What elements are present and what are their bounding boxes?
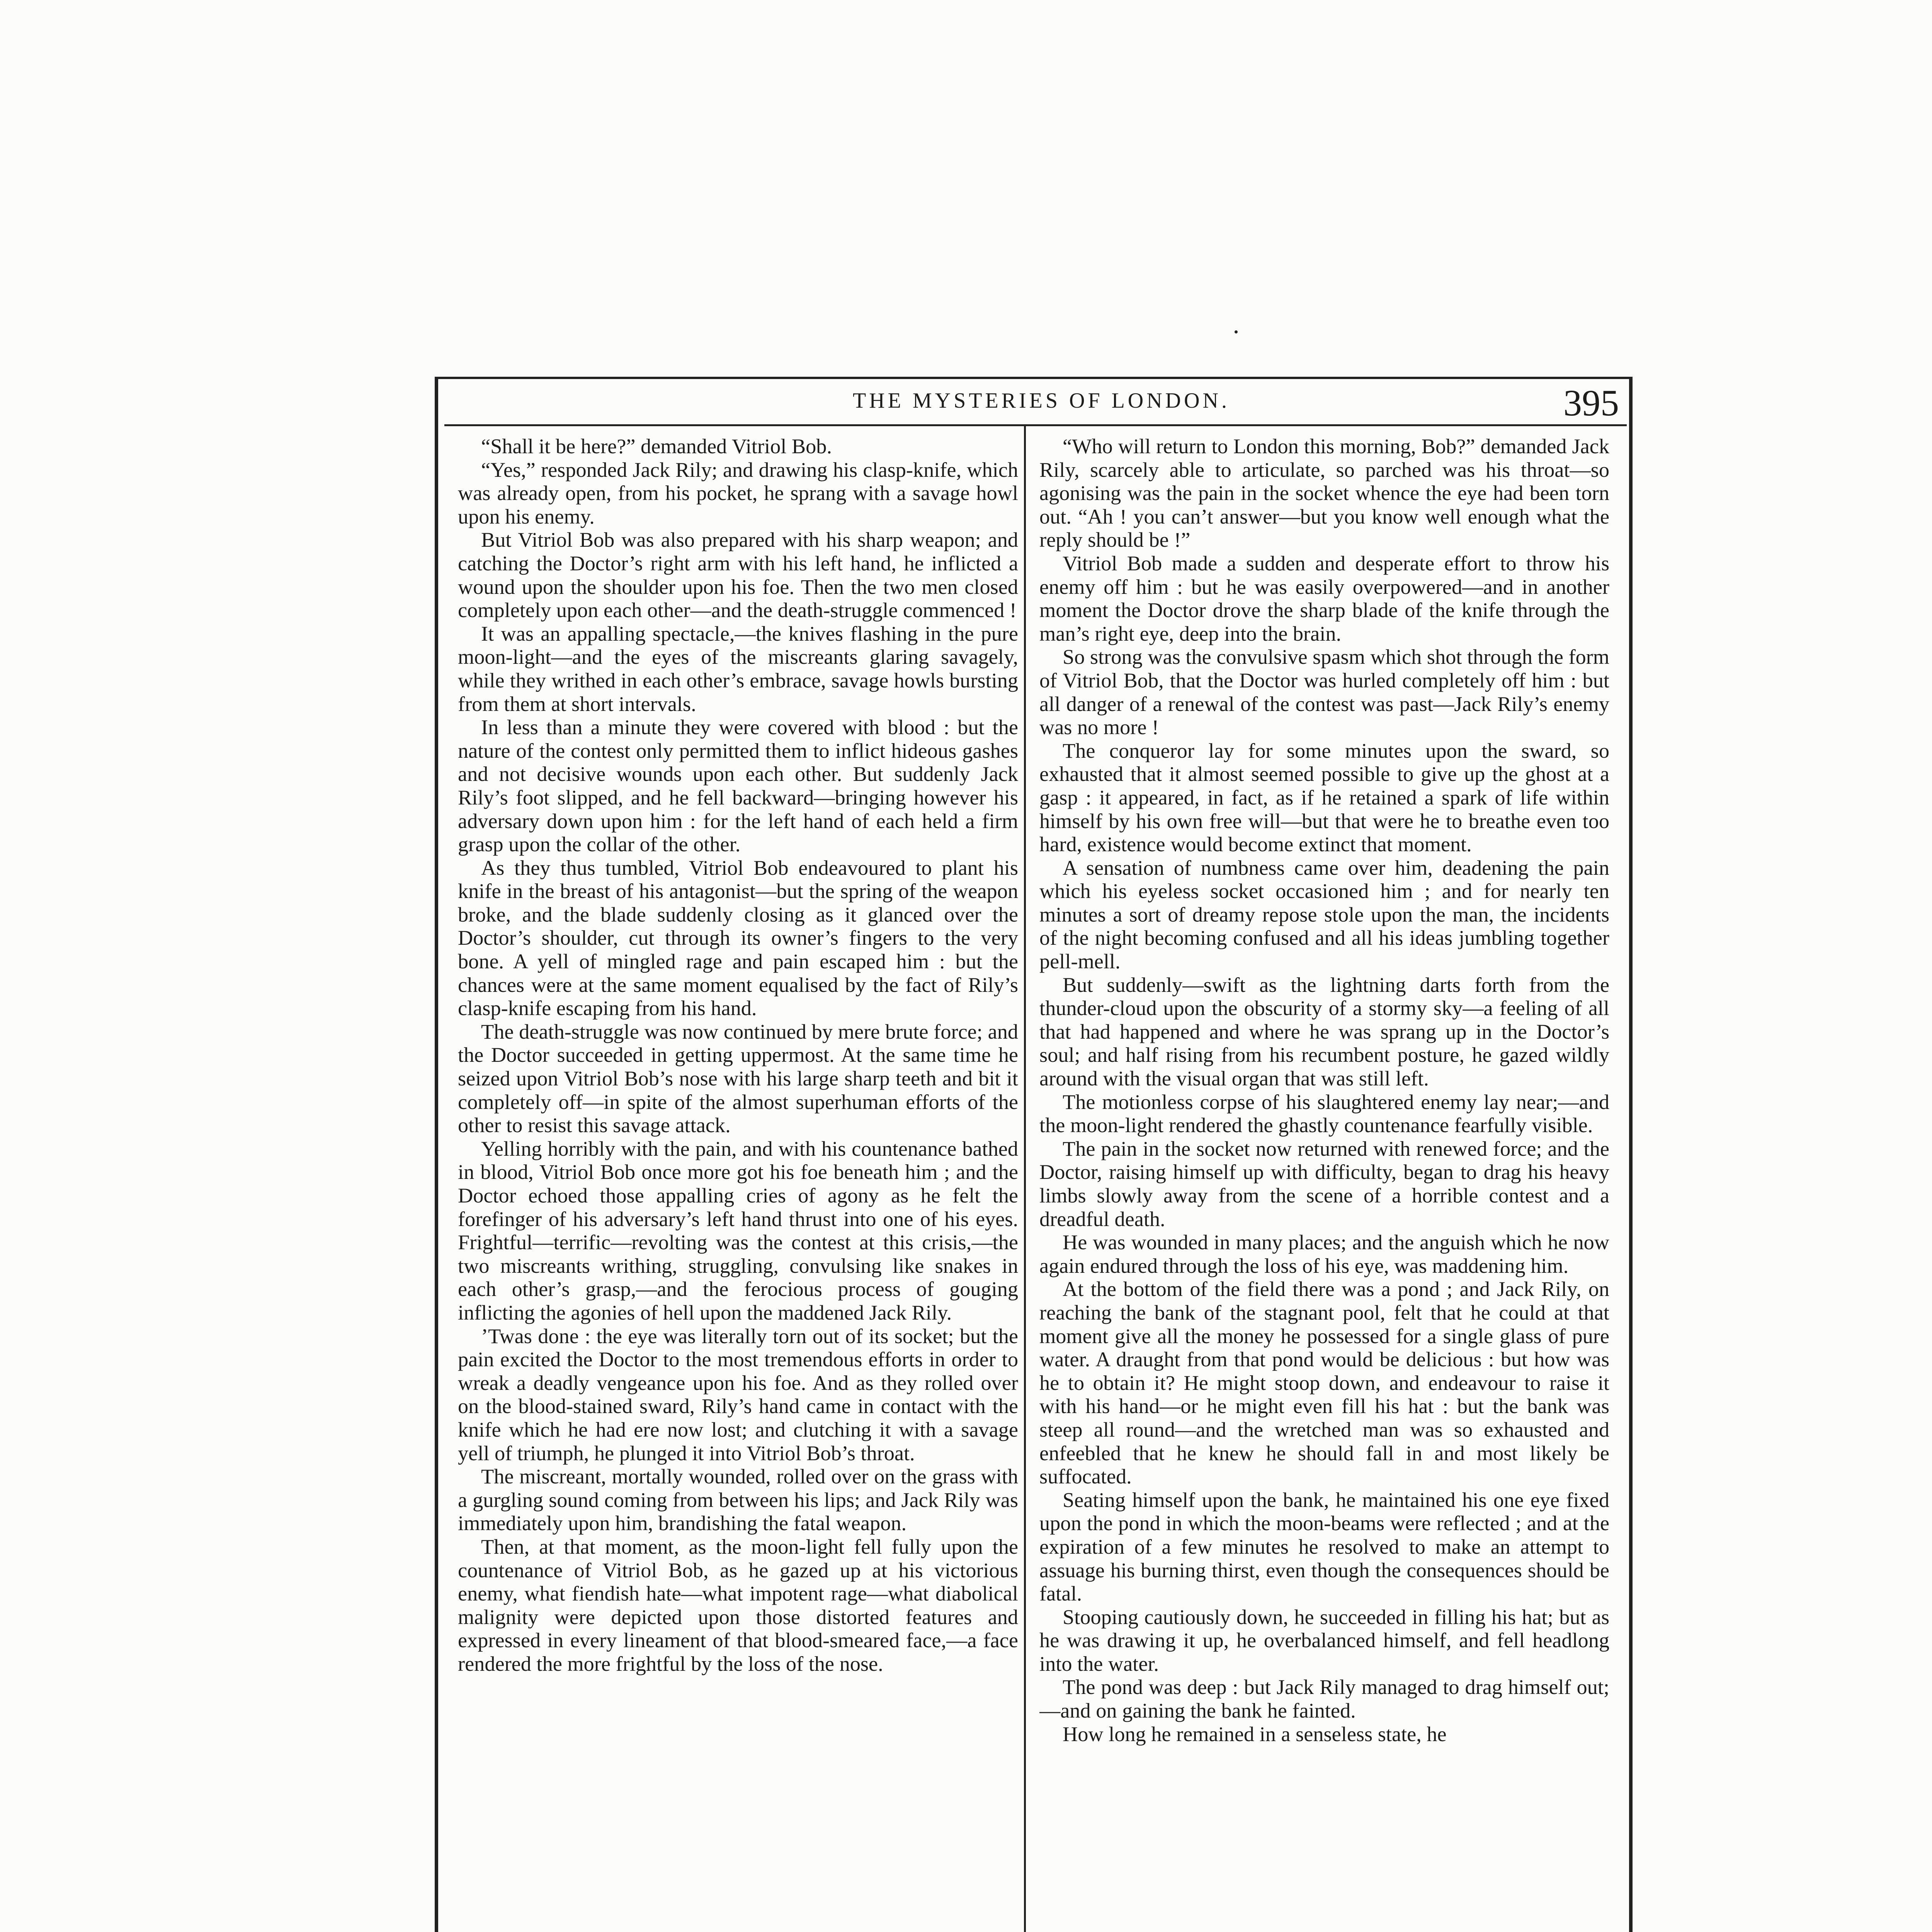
running-title: THE MYSTERIES OF LONDON. xyxy=(853,389,1230,413)
paragraph: “Who will return to London this morning, Bob?” demanded Jack Rily, scarcely able to articulate, so parched was his throat—so agonising was the pain in the socket whence the eye had been torn out. “Ah ! you can’t answer—but you know well enough what the reply should be !” xyxy=(1039,435,1609,552)
paragraph: ’Twas done : the eye was literally torn out of its socket; but the pain excited the Doctor to the most tremendous efforts in order to wreak a deadly vengeance upon his foe. And as they rolled over on the blood-stained sward, Rily’s hand came in contact with the knife which he had ere now lost; and clutching it with a savage yell of triumph, he plunged it into Vitriol Bob’s throat. xyxy=(458,1324,1018,1465)
page-number: 395 xyxy=(1563,382,1619,423)
ink-speck xyxy=(1235,330,1238,333)
paragraph: In less than a minute they were covered with blood : but the nature of the contest only permitted them to inflict hideous gashes and not decisive wounds upon each other. But suddenly Jack Rily’s foot slipped, and he fell backward—bringing however his adversary down upon him : for the left hand of each held a firm grasp upon the collar of the other. xyxy=(458,716,1018,856)
paragraph: “Shall it be here?” demanded Vitriol Bob. xyxy=(481,435,832,458)
paragraph: But Vitriol Bob was also prepared with his sharp weapon; and catching the Doctor’s right arm with his left hand, he inflicted a wound upon the shoulder upon his foe. Then the two men closed completely upon each other—and the death-struggle commenced ! xyxy=(458,528,1018,622)
paragraph: The miscreant, mortally wounded, rolled over on the grass with a gurgling sound coming from between his lips; and Jack Rily was immediately upon him, brandishing the fatal weapon. xyxy=(458,1465,1018,1535)
paragraph: “Yes,” responded Jack Rily; and drawing his clasp-knife, which was already open, from his pocket, he sprang with a savage howl upon his enemy. xyxy=(458,458,1018,528)
paragraph: The conqueror lay for some minutes upon the sward, so exhausted that it almost seemed possible to give up the ghost at a gasp : it appeared, in fact, as if he retained a spark of life within himself by his own free will—but that were he to breathe even too hard, existence would become extinct that moment. xyxy=(1039,739,1609,856)
paragraph: The pain in the socket now returned with renewed force; and the Doctor, raising himself up with difficulty, began to drag his heavy limbs slowly away from the scene of a horrible contest and a dreadful death. xyxy=(1039,1137,1609,1231)
paragraph: Seating himself upon the bank, he maintained his one eye fixed upon the pond in which the moon-beams were reflected ; and at the expiration of a few minutes he resolved to make an attempt to assuage his burning thirst, even though the consequences should be fatal. xyxy=(1039,1488,1609,1605)
left-column xyxy=(458,435,1018,1932)
paragraph: The pond was deep : but Jack Rily managed to drag himself out;—and on gaining the bank he fainted. xyxy=(1039,1675,1609,1723)
paragraph: It was an appalling spectacle,—the knives flashing in the pure moon-light—and the eyes of the miscreants glaring savagely, while they writhed in each other’s embrace, savage howls bursting from them at short intervals. xyxy=(458,622,1018,716)
paragraph: So strong was the convulsive spasm which shot through the form of Vitriol Bob, that the Doctor was hurled completely off him : but all danger of a renewal of the contest was past—Jack Rily’s enemy was no more ! xyxy=(1039,645,1609,739)
paragraph: The motionless corpse of his slaughtered enemy lay near;—and the moon-light rendered the ghastly countenance fearfully visible. xyxy=(1039,1090,1609,1137)
paragraph: But suddenly—swift as the lightning darts forth from the thunder-cloud upon the obscurity of a stormy sky—a feeling of all that had happened and where he was sprang up in the Doctor’s soul; and half rising from his recumbent posture, he gazed wildly around with the visual organ that was still left. xyxy=(1039,973,1609,1090)
header-rule xyxy=(444,424,1627,426)
running-header xyxy=(464,382,1619,427)
paragraph: Stooping cautiously down, he succeeded in filling his hat; but as he was drawing it up, he overbalanced himself, and fell headlong into the water. xyxy=(1039,1605,1609,1675)
paragraph: A sensation of numbness came over him, deadening the pain which his eyeless socket occasioned him ; and for nearly ten minutes a sort of dreamy repose stole upon the man, the incidents of the night becoming confused and all his ideas jumbling together pell-mell. xyxy=(1039,856,1609,973)
column-rule xyxy=(1024,424,1026,1932)
paragraph: Vitriol Bob made a sudden and desperate effort to throw his enemy off him : but he was easily overpowered—and in another moment the Doctor drove the sharp blade of the knife through the man’s right eye, deep into the brain. xyxy=(1039,551,1609,645)
paragraph: As they thus tumbled, Vitriol Bob endeavoured to plant his knife in the breast of his antagonist—but the spring of the weapon broke, and the blade suddenly closing as it glanced over the Doctor’s shoulder, cut through its owner’s fingers to the very bone. A yell of mingled rage and pain escaped him : but the chances were at the same moment equalised by the fact of Rily’s clasp-knife escaping from his hand. xyxy=(458,856,1018,1020)
right-column xyxy=(1039,435,1609,1932)
paragraph: Then, at that moment, as the moon-light fell fully upon the countenance of Vitriol Bob, as he gazed up at his victorious enemy, what fiendish hate—what impotent rage—what diabolical malignity were depicted upon those distorted features and expressed in every lineament of that blood-smeared face,—a face rendered the more frightful by the loss of the nose. xyxy=(458,1535,1018,1675)
paragraph: How long he remained in a senseless state, he xyxy=(1063,1722,1447,1746)
paragraph: At the bottom of the field there was a pond ; and Jack Rily, on reaching the bank of the stagnant pool, felt that he could at that moment give all the money he possessed for a single glass of pure water. A draught from that pond would be delicious : but how was he to obtain it? He might stoop down, and endeavour to raise it with his hand—or he might even fill his hat : but the bank was steep all round—and the wretched man was so exhausted and enfeebled that he knew he should fall in and most likely be suffocated. xyxy=(1039,1277,1609,1488)
paragraph: The death-struggle was now continued by mere brute force; and the Doctor succeeded in getting uppermost. At the same time he seized upon Vitriol Bob’s nose with his large sharp teeth and bit it completely off—in spite of the almost superhuman efforts of the other to resist this savage attack. xyxy=(458,1020,1018,1137)
paragraph: Yelling horribly with the pain, and with his countenance bathed in blood, Vitriol Bob once more got his foe beneath him ; and the Doctor echoed those appalling cries of agony as he felt the forefinger of his adversary’s left hand thrust into one of his eyes. Frightful—terrific—revolting was the contest at this crisis,—the two miscreants writhing, struggling, convulsing like snakes in each other’s grasp,—and the ferocious process of gouging inflicting the agonies of hell upon the maddened Jack Rily. xyxy=(458,1137,1018,1324)
paragraph: He was wounded in many places; and the anguish which he now again endured through the loss of his eye, was maddening him. xyxy=(1039,1231,1609,1277)
